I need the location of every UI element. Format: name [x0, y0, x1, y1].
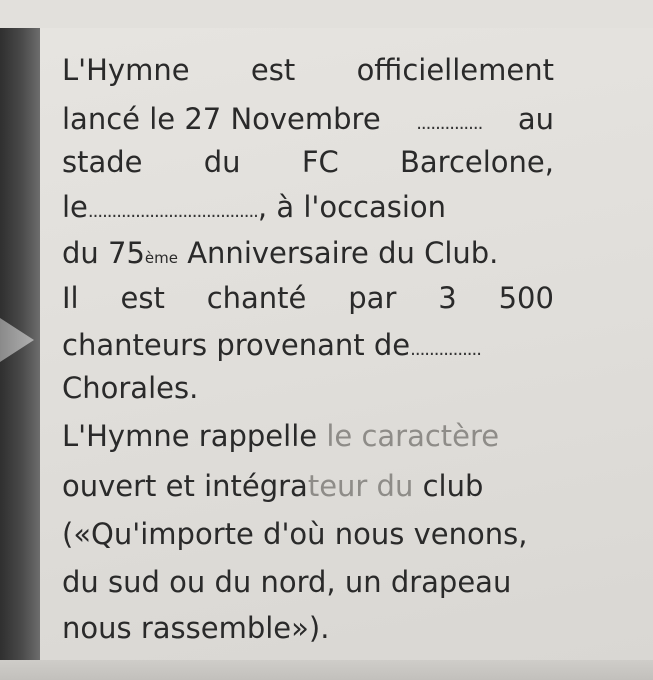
word: ouvert et intégra	[62, 469, 308, 503]
text-line-9	[62, 414, 554, 458]
text-line-7	[62, 323, 554, 367]
blank-dots: ..............	[416, 113, 483, 134]
word: le	[62, 190, 88, 224]
word: est	[250, 53, 296, 87]
text-line-11	[62, 512, 554, 556]
word: nous rassemble»).	[62, 611, 330, 645]
blank-dots: ...............	[410, 339, 481, 360]
word: stade	[62, 145, 143, 179]
word: («Qu'importe d'où nous venons,	[62, 517, 528, 551]
word: officiellement	[356, 53, 554, 87]
word: par	[348, 281, 397, 315]
text-line-5: du 75 ème Anniversaire du Club.	[62, 231, 554, 275]
text-line-6	[62, 276, 554, 320]
text-line-13	[62, 606, 554, 650]
word: L'Hymne	[62, 53, 190, 87]
word: 500	[498, 281, 554, 315]
word: Barcelone,	[400, 145, 554, 179]
word: chanteurs provenant de	[62, 328, 411, 362]
text-line-12	[62, 560, 554, 604]
bottom-shadow	[0, 660, 653, 680]
word: Anniversaire du Club.	[178, 236, 499, 270]
edge-notch	[0, 318, 34, 362]
word: L'Hymne rappelle	[62, 419, 318, 453]
blank-dots: ....................................	[87, 201, 258, 222]
word: , à l'occasion	[257, 190, 447, 224]
text-line-4	[62, 185, 554, 229]
word: au	[517, 102, 554, 136]
left-dark-edge	[0, 28, 40, 660]
text-line-8	[62, 366, 554, 410]
text-line-3	[62, 140, 554, 184]
text-line-1	[62, 48, 554, 92]
word: Chorales.	[62, 371, 199, 405]
text-line-10	[62, 464, 554, 508]
word-faded: teur du	[307, 469, 414, 503]
word: 3	[438, 281, 457, 315]
word: du 75	[62, 236, 145, 270]
word: est	[120, 281, 165, 315]
word-faded: le caractère	[317, 419, 500, 453]
word: lancé le 27 Novembre	[62, 102, 381, 136]
word: du sud ou du nord, un drapeau	[62, 565, 512, 599]
word: du	[203, 145, 241, 179]
word: FC	[301, 145, 339, 179]
word: chanté	[206, 281, 307, 315]
word: Il	[62, 281, 79, 315]
word: club	[413, 469, 484, 503]
text-line-2	[62, 97, 554, 141]
